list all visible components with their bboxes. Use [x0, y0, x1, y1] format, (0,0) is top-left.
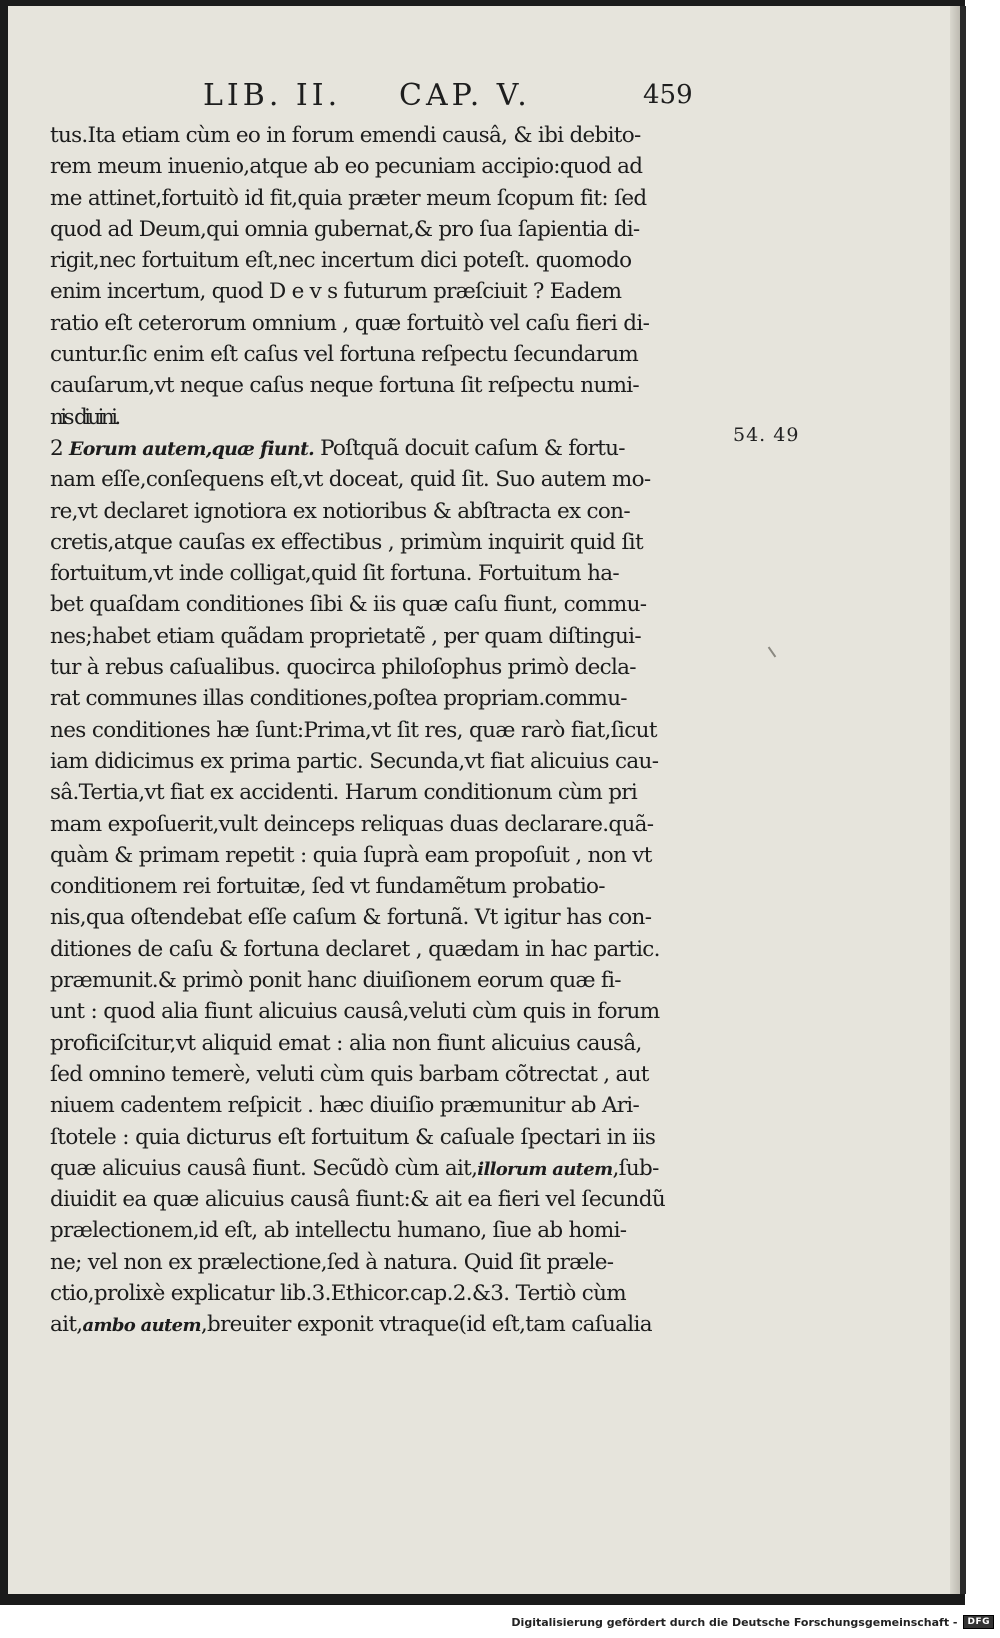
- text-span: proficiſcitur,vt aliquid emat : alia non fiunt alicuius causâ,: [50, 1030, 642, 1056]
- text-line: [50, 809, 730, 840]
- text-line: [50, 1247, 730, 1278]
- text-line: [50, 245, 730, 276]
- text-span: ratio eſt ceterorum omnium , quæ fortuitò vel caſu fieri di-: [50, 310, 650, 336]
- text-line: [50, 589, 730, 620]
- text-line: [50, 1215, 730, 1246]
- text-line: [50, 120, 730, 151]
- text-line: [50, 621, 730, 652]
- text-line: [50, 464, 730, 495]
- body-text: [50, 120, 730, 1341]
- text-span: ſtotele : quia dicturus eſt fortuitum & caſuale ſpectari in iis: [50, 1124, 656, 1150]
- text-span: cretis,atque cauſas ex effectibus , primùm inquirit quid ſit: [50, 529, 643, 555]
- text-line: [50, 1028, 730, 1059]
- text-line: [50, 1278, 730, 1309]
- text-line: [50, 683, 730, 714]
- book-page: [8, 6, 966, 1594]
- text-line: [50, 902, 730, 933]
- footer-text: Digitalisierung gefördert durch die Deutsche Forschungsgemeinschaft -: [511, 1615, 958, 1629]
- text-span: ctio,prolixè explicatur lib.3.Ethicor.cap.2.&3. Tertiò cùm: [50, 1280, 626, 1306]
- text-span: ,breuiter exponit vtraque(id eſt,tam caſualia: [200, 1312, 652, 1338]
- text-span: tus.Ita etiam cùm eo in forum emendi causâ, & ibi debito-: [50, 123, 641, 148]
- text-span: prælectionem,id eſt, ab intellectu humano, ſiue ab homi-: [50, 1218, 627, 1244]
- text-line: [50, 496, 730, 527]
- text-span: iam didicimus ex prima partic. Secunda,vt fiat alicuius cau-: [50, 748, 659, 774]
- text-line: [50, 996, 730, 1027]
- text-span: cauſarum,vt neque caſus neque fortuna ſit reſpectu numi-: [50, 373, 639, 399]
- header-book: LIB. II.: [203, 78, 342, 113]
- text-line: [50, 934, 730, 965]
- text-span: nes;habet etiam quãdam proprietatẽ , per quam diſtingui-: [50, 623, 641, 649]
- text-line: [50, 746, 730, 777]
- text-span: rem meum inuenio,atque ab eo pecuniam accipio:quod ad: [50, 154, 643, 180]
- text-line: [50, 276, 730, 307]
- text-span: nis diuini.: [50, 404, 118, 430]
- text-span: ait,: [50, 1312, 83, 1338]
- header-chapter: CAP. V.: [399, 78, 531, 113]
- page-number: 459: [643, 80, 693, 110]
- text-span: conditionem rei fortuitæ, ſed vt fundamẽtum probatio-: [50, 874, 605, 900]
- text-span: cuntur.ſic enim eſt caſus vel fortuna reſpectu ſecundarum: [50, 342, 639, 368]
- running-header: [203, 78, 698, 118]
- text-line: [50, 308, 730, 339]
- text-span: diuidit ea quæ alicuius causâ fiunt:& ait ea fieri vel ſecundũ: [50, 1187, 666, 1213]
- text-line: [50, 527, 730, 558]
- text-span: me attinet,fortuitò id fit,quia præter meum ſcopum fit: ſed: [50, 185, 647, 211]
- text-span: quæ alicuius causâ fiunt. Secũdò cùm ait,: [50, 1155, 478, 1181]
- footer-credit: [511, 1612, 994, 1632]
- text-span: quàm & primam repetit : quia ſuprà eam propoſuit , non vt: [50, 842, 652, 868]
- text-line: [50, 840, 730, 871]
- text-span: re,vt declaret ignotiora ex notioribus & abſtracta ex con-: [50, 498, 630, 524]
- text-line: [50, 1309, 730, 1340]
- text-span: ditiones de caſu & fortuna declaret , quædam in hac partic.: [50, 936, 660, 962]
- margin-note: 54. 49: [733, 424, 800, 446]
- text-span: bet quaſdam conditiones ſibi & iis quæ caſu fiunt, commu-: [50, 592, 647, 618]
- text-line: [50, 652, 730, 683]
- text-span: niuem cadentem reſpicit . hæc diuiſio præmunitur ab Ari-: [50, 1093, 640, 1119]
- text-span: unt : quod alia fiunt alicuius causâ,veluti cùm quis in forum: [50, 999, 660, 1025]
- text-span: nes conditiones hæ ſunt:Prima,vt ſit res, quæ rarò fiat,ſicut: [50, 717, 657, 743]
- text-span: enim incertum, quod D e v s futurum præſciuit ? Eadem: [50, 279, 622, 305]
- text-line: [50, 871, 730, 902]
- italic-span: illorum autem: [477, 1158, 613, 1180]
- text-line: [50, 183, 730, 214]
- text-line: [50, 1059, 730, 1090]
- text-line: [50, 370, 730, 401]
- text-span: ,ſub-: [612, 1155, 659, 1181]
- dfg-logo: DFG: [963, 1615, 994, 1629]
- text-span: tur à rebus caſualibus. quocirca philoſophus primò decla-: [50, 655, 636, 681]
- text-span: præmunit.& primò ponit hanc diuiſionem eorum quæ fi-: [50, 968, 621, 994]
- text-span: nam eſſe,conſequens eſt,vt doceat, quid ſit. Suo autem mo-: [50, 467, 651, 493]
- text-line: [50, 214, 730, 245]
- text-line: [50, 558, 730, 589]
- text-line: [50, 1122, 730, 1153]
- text-line: [50, 777, 730, 808]
- text-span: rigit,nec fortuitum eſt,nec incertum dici poteſt. quomodo: [50, 248, 632, 274]
- text-line: [50, 402, 730, 433]
- text-line: [50, 339, 730, 370]
- text-span: rat communes illas conditiones,poſtea propriam.commu-: [50, 686, 627, 712]
- text-line: [50, 965, 730, 996]
- text-line: [50, 151, 730, 182]
- text-span: mam expoſuerit,vult deinceps reliquas duas declarare.quã-: [50, 811, 654, 837]
- italic-span: ambo autem: [82, 1315, 201, 1337]
- text-span: 2: [50, 435, 70, 461]
- text-line: [50, 715, 730, 746]
- text-span: nis,qua oſtendebat eſſe caſum & fortunã. Vt igitur has con-: [50, 905, 652, 931]
- text-span: quod ad Deum,qui omnia gubernat,& pro ſua ſapientia di-: [50, 216, 640, 242]
- text-line: [50, 1153, 730, 1184]
- text-span: ne; vel non ex prælectione,ſed à natura. Quid ſit præle-: [50, 1249, 614, 1275]
- text-line: [50, 1090, 730, 1121]
- text-line: [50, 1184, 730, 1215]
- ink-mark: [768, 647, 777, 658]
- italic-span: Eorum autem,quæ fiunt.: [69, 437, 314, 460]
- text-span: Poſtquã docuit caſum & fortu-: [313, 435, 625, 461]
- text-span: ſed omnino temerè, veluti cùm quis barbam cõtrectat , aut: [50, 1061, 649, 1087]
- text-line: [50, 433, 730, 464]
- text-span: fortuitum,vt inde colligat,quid ſit fortuna. Fortuitum ha-: [50, 561, 619, 587]
- text-span: sâ.Tertia,vt fiat ex accidenti. Harum conditionum cùm pri: [50, 780, 638, 806]
